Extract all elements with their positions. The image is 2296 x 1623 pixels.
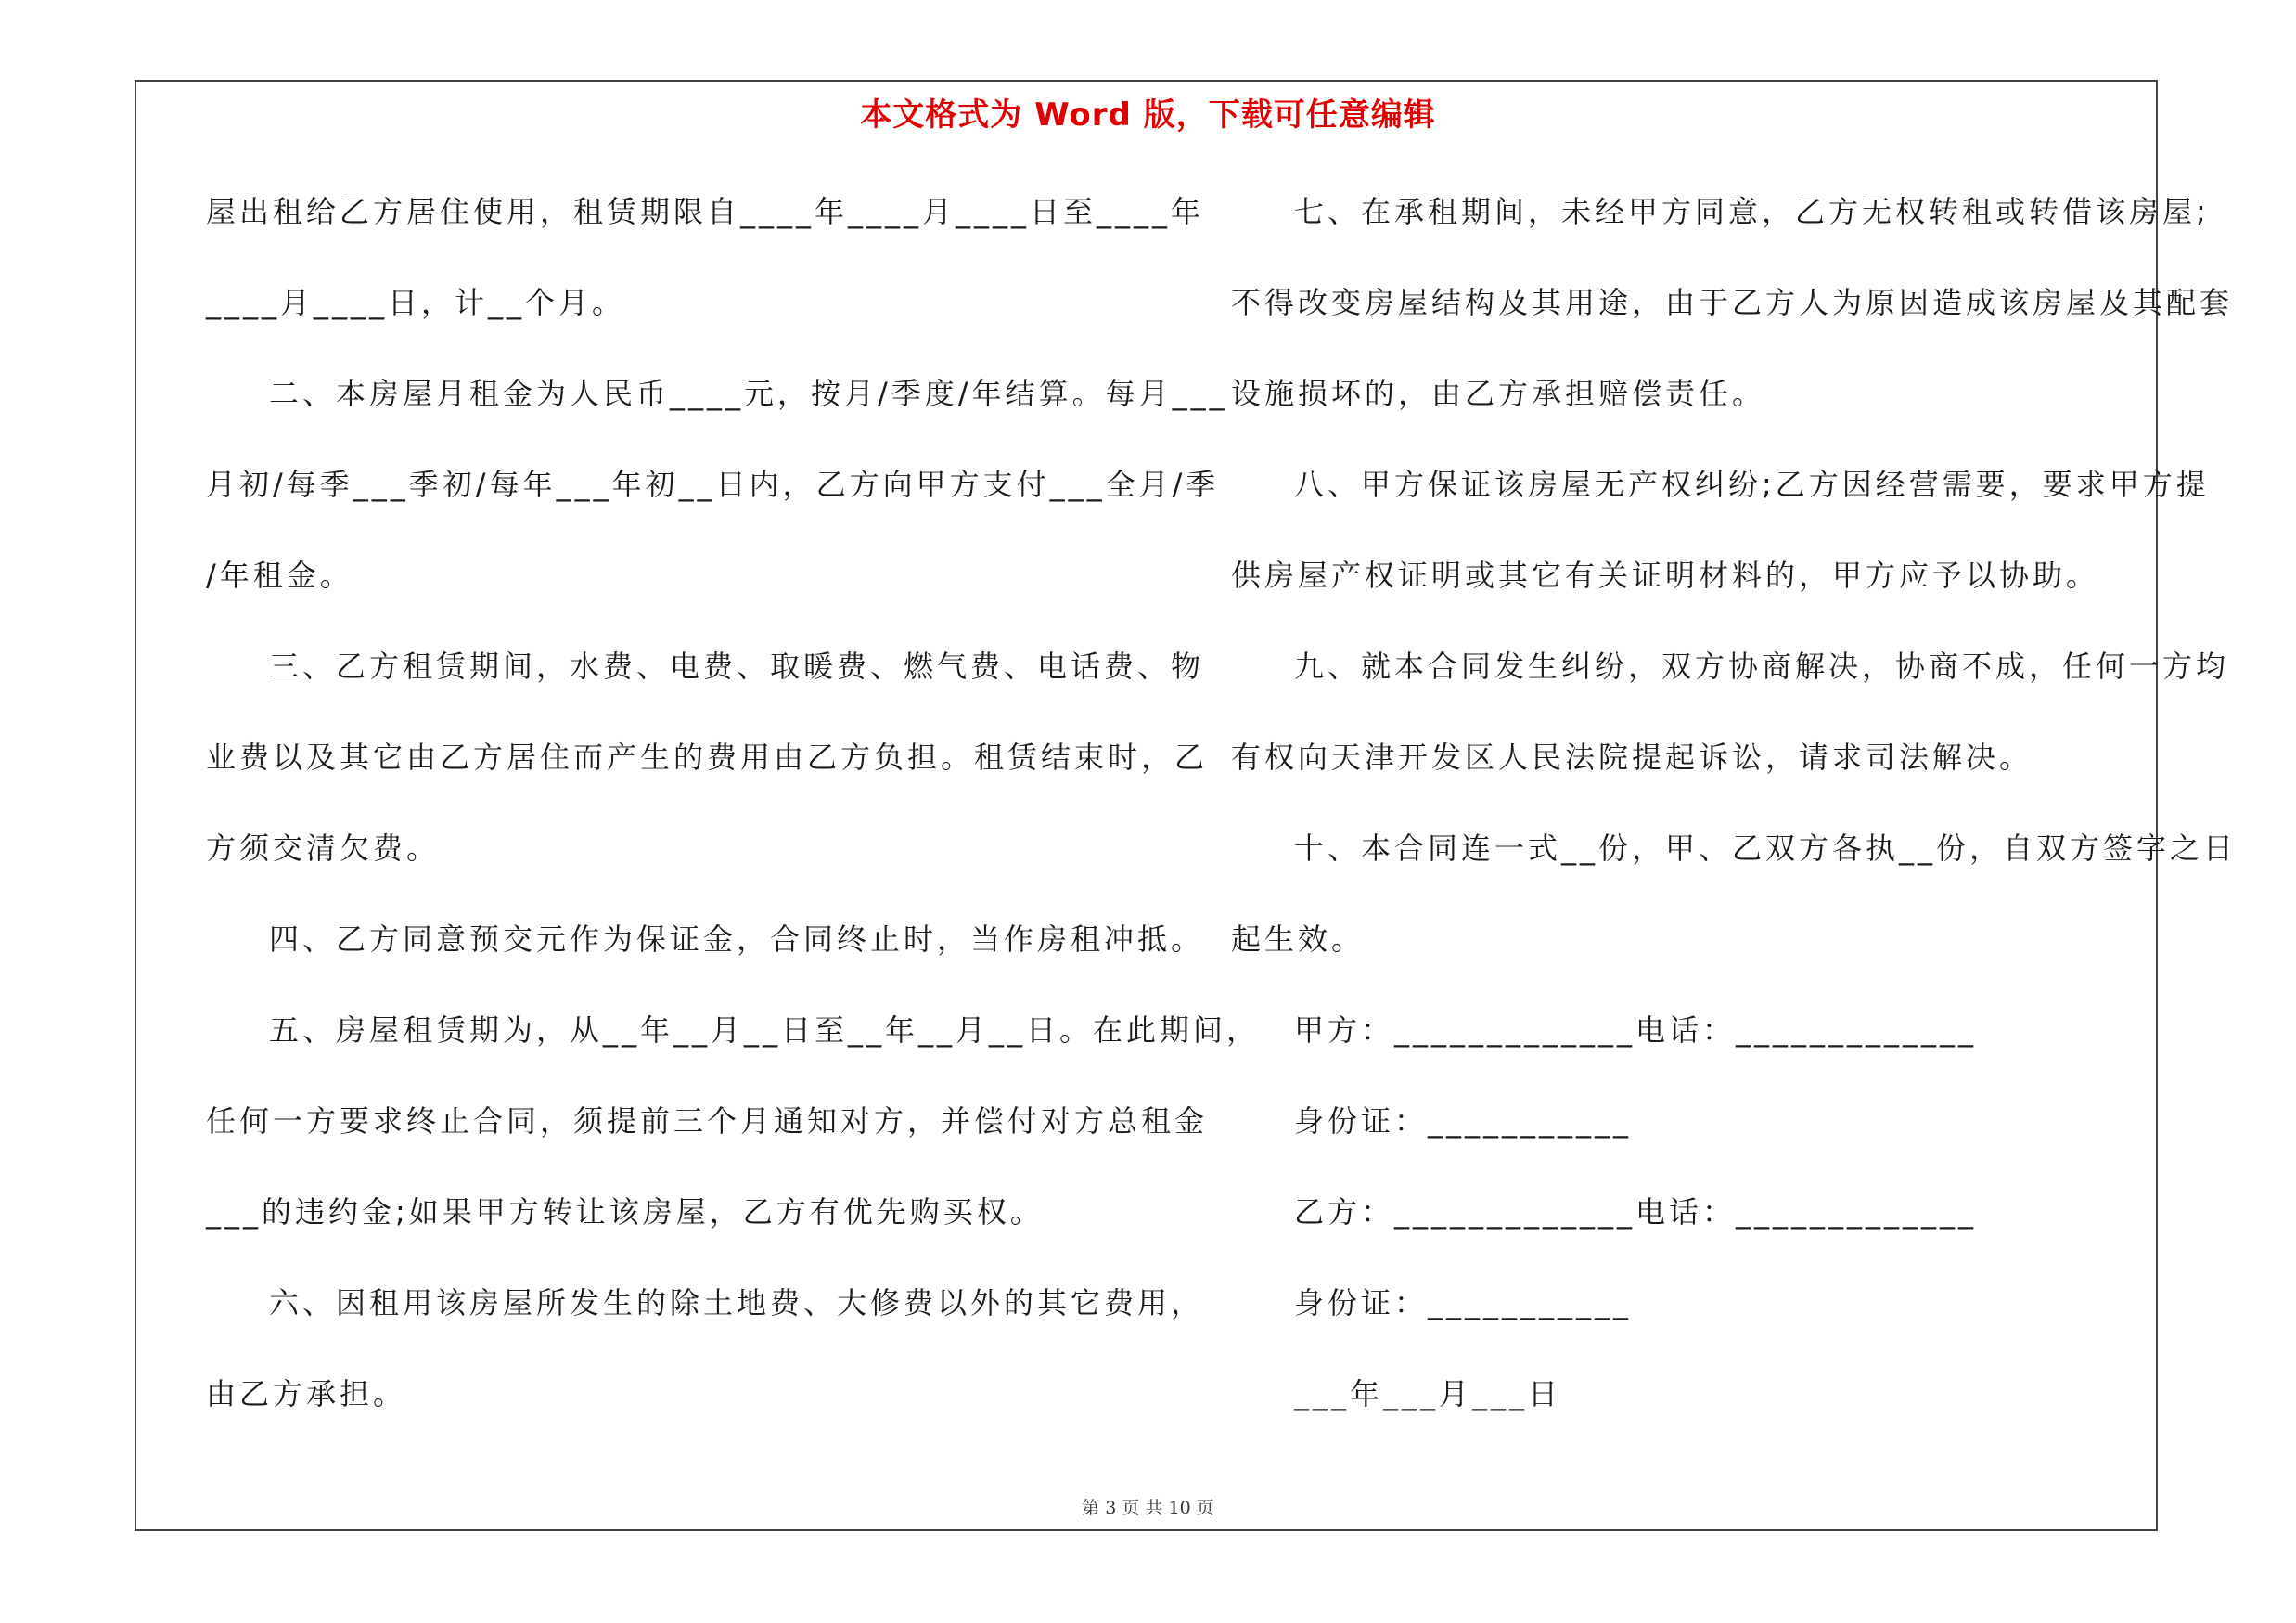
paragraph-line: 屋出租给乙方居住使用，租赁期限自____年____月____日至____年 xyxy=(206,194,1205,229)
paragraph-line: 业费以及其它由乙方居住而产生的费用由乙方负担。租赁结束时，乙 xyxy=(206,740,1209,775)
id-line-party-a: 身份证：___________ xyxy=(1294,1103,1633,1139)
id-line-party-b: 身份证：___________ xyxy=(1294,1285,1633,1320)
paragraph-line: 八、甲方保证该房屋无产权纠纷;乙方因经营需要，要求甲方提 xyxy=(1294,467,2210,502)
paragraph-line: 六、因租用该房屋所发生的除土地费、大修费以外的其它费用， xyxy=(269,1285,1205,1320)
signature-line-party-a: 甲方：_____________电话：_____________ xyxy=(1294,1012,1978,1048)
right-column xyxy=(1231,181,2238,1454)
paragraph-line: 二、本房屋月租金为人民币____元，按月/季度/年结算。每月___ xyxy=(269,376,1228,411)
paragraph-line: ____月____日，计__个月。 xyxy=(206,285,626,320)
paragraph-line: 四、乙方同意预交元作为保证金，合同终止时，当作房租冲抵。 xyxy=(269,921,1205,957)
paragraph-line: 五、房屋租赁期为，从__年__月__日至__年__月__日。在此期间， xyxy=(269,1012,1261,1048)
date-line: ___年___月___日 xyxy=(1294,1376,1562,1411)
paragraph-line: 不得改变房屋结构及其用途，由于乙方人为原因造成该房屋及其配套 xyxy=(1231,285,2234,320)
paragraph-line: 供房屋产权证明或其它有关证明材料的，甲方应予以协助。 xyxy=(1231,558,2100,593)
paragraph-line: 任何一方要求终止合同，须提前三个月通知对方，并偿付对方总租金 xyxy=(206,1103,1209,1139)
paragraph-line: 十、本合同连一式__份，甲、乙双方各执__份，自双方签字之日 xyxy=(1294,831,2238,866)
paragraph-line: 七、在承租期间，未经甲方同意，乙方无权转租或转借该房屋; xyxy=(1294,194,2210,229)
paragraph-line: 九、就本合同发生纠纷，双方协商解决，协商不成，任何一方均 xyxy=(1294,649,2230,684)
paragraph-line: ___的违约金;如果甲方转让该房屋，乙方有优先购买权。 xyxy=(206,1194,1044,1230)
paragraph-line: 由乙方承担。 xyxy=(206,1376,407,1411)
paragraph-line: 方须交清欠费。 xyxy=(206,831,441,866)
paragraph-line: 有权向天津开发区人民法院提起诉讼，请求司法解决。 xyxy=(1231,740,2033,775)
paragraph-line: 起生效。 xyxy=(1231,921,1366,957)
page-number: 第 3 页 共 10 页 xyxy=(1082,1498,1214,1518)
paragraph-line: 三、乙方租赁期间，水费、电费、取暖费、燃气费、电话费、物 xyxy=(269,649,1205,684)
left-column xyxy=(206,181,1261,1454)
paragraph-line: /年租金。 xyxy=(206,558,353,593)
format-banner: 本文格式为 Word 版，下载可任意编辑 xyxy=(860,97,1436,134)
signature-line-party-b: 乙方：_____________电话：_____________ xyxy=(1294,1194,1978,1230)
paragraph-line: 设施损坏的，由乙方承担赔偿责任。 xyxy=(1231,376,1766,411)
paragraph-line: 月初/每季___季初/每年___年初__日内，乙方向甲方支付___全月/季 xyxy=(206,467,1220,502)
